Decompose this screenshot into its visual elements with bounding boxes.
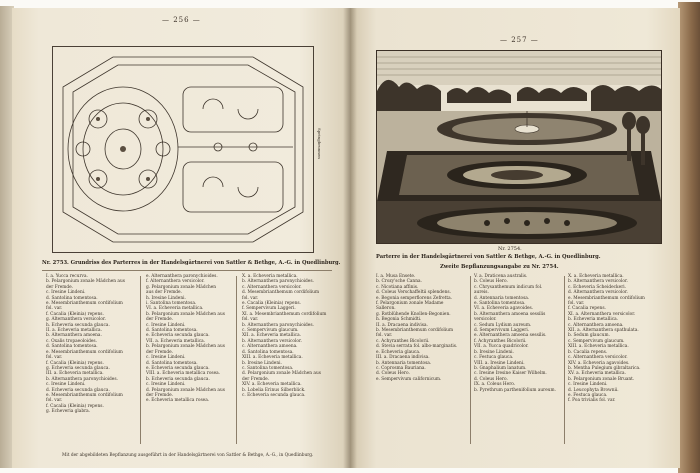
page-footer: Mit der abgebildeten Bepflanzung ausgeführt in der Handelsgärtnerei von Sattler & Bethge, A.-G., in Quedlinburg.	[62, 453, 314, 458]
list-item: der Fremde.	[146, 392, 174, 398]
list-item: fol. var.	[242, 295, 259, 301]
list-item: III. a. Echeveria metallica.	[46, 371, 104, 377]
list-item: d. Sempervivum Laggeri.	[474, 328, 530, 334]
list-item: c. Coprosma Bauriana.	[376, 365, 426, 371]
list-item: e. Begonia semperflorens Zefretta.	[376, 295, 453, 301]
list-item: f. Sempervivum Laggeri.	[242, 306, 296, 312]
list-item: XII. a. Echeveria metallica.	[242, 333, 302, 339]
list-item: g. Echeveria glabra.	[46, 409, 91, 415]
list-item: d. Coleus Hero.	[474, 376, 508, 382]
list-item: der Fremde.	[46, 284, 74, 290]
right-page	[350, 8, 680, 468]
list-item: d. Santolina tomentosa.	[46, 295, 98, 301]
list-item: XII. a. Alternanthera spathulata.	[568, 328, 639, 334]
list-item: aureis.	[474, 290, 489, 296]
list-item: e. Mesembrianthemum cordifolium	[46, 392, 123, 398]
list-item: b. Pelargonium zonale Mädchen aus	[146, 344, 225, 350]
list-item: b. Echeveria secunda glauca.	[146, 376, 210, 382]
list-item: c. Festuca glauca.	[474, 355, 514, 361]
list-item: b. Iresine Lindeni.	[242, 360, 282, 366]
list-item: d. Coleus Hero.	[376, 371, 410, 377]
list-item: III. a. Dracaena indivisa.	[376, 355, 430, 361]
list-item: c. Oxalis tropaeoloides.	[46, 338, 97, 344]
plant-list-column-2	[474, 274, 556, 393]
list-item: VI. a. Echeveria agavoides.	[474, 306, 534, 312]
list-item: XIII. a. Echeveria metallica.	[242, 355, 303, 361]
list-item: b. Gnaphalium lanatum.	[474, 365, 527, 371]
list-item: c. Iresine Lindeni.	[46, 382, 86, 388]
list-item: b. Alternanthera paronychioides.	[242, 279, 314, 285]
list-item: c. Chrysanthemum indicum fol.	[474, 284, 543, 290]
list-item: der Fremde.	[242, 376, 270, 382]
list-item: aus der Fremde.	[146, 290, 182, 296]
list-item: e. Alternanthera paronychioides.	[146, 274, 218, 279]
plant-list-column-1	[46, 274, 125, 415]
list-item: d. Pelargonium zonale Mädchen aus	[242, 371, 321, 377]
list-item: d. Leucophyta Brownii.	[568, 387, 619, 393]
list-item: b. Alternanthera paronychioides.	[242, 322, 314, 328]
list-item: c. Achyranthes Bicolorii.	[376, 338, 430, 344]
list-item: c. Alternanthera amoena.	[568, 322, 624, 328]
list-item: c. Iresine Iresine Kaiser Wilhelm.	[474, 371, 547, 377]
list-item: b. Crozy'sche Canna.	[376, 279, 422, 285]
list-item: XIV. a. Echeveria metallica.	[242, 382, 302, 388]
list-item: XIII. a. Echeveria metallica.	[568, 344, 629, 350]
list-item: c. Alternanthera amoena.	[242, 344, 298, 350]
list-item: d. Mesembrianthemum cordifolium	[242, 290, 320, 296]
list-item: b. Lobelia Erinus Silberblick.	[242, 387, 306, 393]
list-item: XI. a. Mesembrianthemum cordifolium	[242, 311, 327, 317]
list-item: fol. var.	[46, 355, 63, 361]
figure-caption: Parterre in der Handelsgärtnerei von Sattler & Bethge, A.-G. in Quedlinburg.	[376, 254, 601, 260]
list-item: e. Echeveria secunda glauca.	[146, 365, 210, 371]
list-item: b. Mesembrianthemum cordifolium	[376, 328, 454, 334]
list-item: h. Iresine Lindeni.	[146, 295, 186, 301]
list-item: II. a. Echeveria metallica.	[46, 328, 102, 334]
list-item: d. Santolina tomentosa.	[242, 349, 294, 355]
list-item: f. Cacalia (Kleinia) repens.	[46, 311, 104, 317]
list-item: b. Cacalia repens.	[568, 349, 608, 355]
list-item: X. a. Echeveria metallica.	[568, 274, 624, 279]
column-divider	[564, 276, 565, 444]
list-item: f. Pelargonium zonale Madame	[376, 301, 444, 307]
list-item: g. Echeveria secunda glauca.	[46, 365, 110, 371]
list-item: c. Sempervivum glaucum.	[242, 328, 299, 334]
list-item: b. Alternanthera paronychioides.	[46, 376, 118, 382]
list-item: b. Alternanthera amoena.	[46, 333, 102, 339]
section-subheading: Zweite Bepflanzungsangabe zu Nr. 2754.	[440, 264, 559, 270]
list-item: II. a. Dracaena indivisa.	[376, 322, 428, 328]
list-item: c. Santolina tomentosa.	[242, 365, 294, 371]
list-item: fol. var.	[46, 306, 63, 312]
plant-list-column-2	[146, 274, 225, 404]
page-number: — 256 —	[162, 16, 201, 24]
list-item: b. Echeveria metallica.	[568, 317, 619, 323]
list-item: e. Alternanthera amoena sessilis.	[474, 333, 547, 339]
list-item: der Fremde.	[146, 317, 174, 323]
list-item: e. Echeveria glauca.	[376, 349, 421, 355]
list-item: g. Alternanthera versicolor.	[46, 317, 106, 323]
book-gutter	[343, 8, 357, 468]
list-item: I. a. Musa Ensete.	[376, 274, 416, 279]
list-item: e. Sempervivum californicum.	[376, 376, 442, 382]
list-item: b. Alternanthera amoena sessilis	[474, 311, 546, 317]
list-item: XV. a. Echeveria metallica.	[568, 371, 626, 377]
list-item: c. Sempervivum glaucum.	[568, 338, 625, 344]
list-item: I. a. Yucca recurva.	[46, 274, 88, 279]
engraving-number: Nr. 2754.	[498, 246, 522, 252]
list-item: g. Rotblühende Knollen-Begonien.	[376, 311, 451, 317]
list-item: d. Santolina tomentosa.	[146, 360, 198, 366]
list-item: c. Iresine Lindeni.	[146, 355, 186, 361]
list-item: X. a. Echeveria metallica.	[242, 274, 298, 279]
list-item: f. Cacalia repens.	[568, 306, 606, 312]
column-divider	[140, 276, 141, 444]
column-divider	[236, 276, 237, 444]
list-item: h. Echeveria secunda glauca.	[46, 322, 110, 328]
page-number: — 257 —	[500, 36, 539, 44]
list-item: XI. a. Alternanthera versicolor.	[568, 311, 636, 317]
list-item: IX. a. Coleus Hero.	[474, 382, 516, 388]
list-item: c. Nicotiana affinis.	[376, 284, 419, 290]
plant-list-column-1	[376, 274, 457, 382]
list-item: d. Alternanthera versicolor.	[568, 290, 628, 296]
list-item: i. Santolina tomentosa.	[146, 301, 197, 307]
book-cover-right-edge	[678, 2, 700, 473]
list-item: c. Sedum Lydium aureum.	[474, 322, 532, 328]
list-item: e. Mesembrianthemum cordifolium	[46, 301, 123, 307]
list-item: fol. var.	[376, 333, 393, 339]
caption-rule	[42, 270, 332, 271]
list-item: XIV. a. Echeveria agavoides.	[568, 360, 630, 366]
list-item: b. Pelargonium zonale Bruant.	[568, 376, 635, 382]
list-item: d. Santolina tomentosa.	[46, 344, 98, 350]
list-item: der Fremde.	[146, 349, 174, 355]
plant-list-column-3	[242, 274, 326, 398]
figure-caption: Nr. 2753. Grundriss des Parterres in der Handelsgärtnerei von Sattler & Bethge, A.-G. in Quedlinburg.	[42, 260, 341, 266]
list-item: b. Iresine Lindeni.	[474, 349, 514, 355]
list-item: VII. a. Echeveria metallica.	[146, 338, 206, 344]
list-item: VII. a. Yucca quadricolor.	[474, 344, 529, 350]
list-item: b. Pelargonium zonale Mädchen aus	[146, 311, 225, 317]
list-item: versicolor.	[474, 317, 497, 323]
list-item: c. Alternanthera versicolor.	[242, 284, 302, 290]
list-item: e. Mesembrianthemum cordifolium	[46, 349, 123, 355]
list-item: f. Poa trivialis fol. var.	[568, 398, 616, 404]
list-item: e. Cacalia (Kleinia) repens.	[242, 301, 301, 307]
parterre-ground-plan	[52, 46, 314, 253]
list-item: c. Iresine Lindeni.	[568, 382, 608, 388]
list-item: b. Alternanthera versicolor.	[242, 338, 302, 344]
list-item: d. Pelargonium zonale Mädchen aus	[146, 387, 225, 393]
list-item: VIII. a. Echeveria metallica rosea.	[146, 371, 221, 377]
list-item: fol. var.	[46, 398, 63, 404]
list-item: f. Alternanthera versicolor.	[146, 279, 205, 285]
list-item: f. Achyranthes Bicolorii.	[474, 338, 527, 344]
left-page	[12, 8, 350, 468]
list-item: e. Echeveria metallica rosea.	[146, 398, 210, 404]
list-item: b. Sedum glaucum.	[568, 333, 610, 339]
list-item: h. Begonia Schmidti.	[376, 317, 422, 323]
list-item: c. Iresine Lindeni.	[146, 322, 186, 328]
list-item: VIII. a. Iresine Lindeni.	[474, 360, 525, 366]
list-item: d. Antennaria tomentosa.	[474, 295, 530, 301]
list-item: e. Mesembrianthemum cordifolium	[568, 295, 645, 301]
list-item: f. Cacalia (Kleinia) repens.	[46, 360, 104, 366]
list-item: c. Iresine Lindeni.	[146, 382, 186, 388]
list-item: c. Echeveria secunda glauca.	[242, 392, 306, 398]
list-item: d. Santolina tomentosa.	[146, 328, 198, 334]
list-item: c. Alternanthera versicolor.	[568, 355, 628, 361]
list-item: e. Santolina tomentosa.	[474, 301, 526, 307]
parterre-engraving	[376, 50, 662, 244]
list-item: d. Echeveria secunda glauca.	[46, 387, 110, 393]
plant-list-column-3	[568, 274, 645, 404]
list-item: c. Echeveria Scheideckeri.	[568, 284, 626, 290]
list-item: VI. a. Echeveria metallica.	[146, 306, 204, 312]
list-item: b. Pyrethrum parthenifolium aureum.	[474, 387, 556, 393]
list-item: b. Mentha Pulegium gibraltarica.	[568, 365, 641, 371]
list-item: Salleron.	[376, 306, 396, 312]
list-item: b. Pelargonium zonale Mädchen aus	[46, 279, 125, 285]
list-item: fol. var.	[568, 301, 585, 307]
list-item: e. Festuca glauca.	[568, 392, 608, 398]
list-item: fol. var.	[242, 317, 259, 323]
list-item: c. Iresine Lindeni.	[46, 290, 86, 296]
list-item: d. Stevia serrata fol. albo-marginatis.	[376, 344, 458, 350]
list-item: d. Coleus Verschaffeltii splendens.	[376, 290, 451, 296]
list-item: b. Coleus Hero.	[474, 279, 508, 285]
plan-side-label: Springbrunnen	[317, 128, 322, 159]
list-item: b. Antennaria tomentosa.	[376, 360, 432, 366]
column-divider	[470, 276, 471, 444]
list-item: V. a. Draticena australis.	[474, 274, 528, 279]
list-item: e. Echeveria secunda glauca.	[146, 333, 210, 339]
list-item: b. Alternanthera versicolor.	[568, 279, 628, 285]
list-item: f. Cacalia (Kleinia) repens.	[46, 403, 104, 409]
list-item: g. Pelargonium zonale Mädchen	[146, 284, 217, 290]
